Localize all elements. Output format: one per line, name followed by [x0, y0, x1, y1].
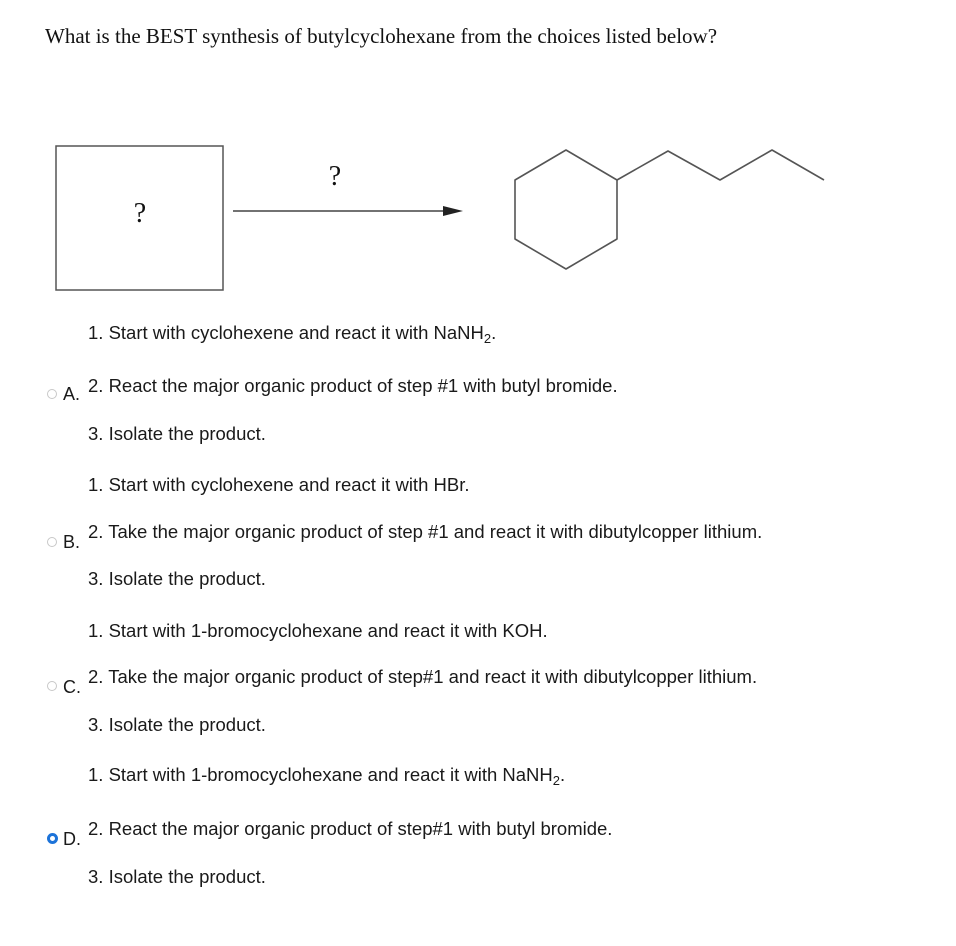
- starting-material-label: ?: [133, 198, 147, 229]
- option-d-step-1: 1. Start with 1-bromocyclohexane and react it with NaNH$_2$.: [88, 764, 566, 788]
- option-b-radio[interactable]: [47, 537, 57, 547]
- option-a-step-3: 3. Isolate the product.: [88, 423, 266, 444]
- question-text: What is the BEST synthesis of butylcyclohexane from the choices listed below?: [45, 24, 718, 48]
- option-a-letter: A.: [63, 384, 81, 404]
- option-c-radio[interactable]: [47, 681, 57, 691]
- butyl-chain: [617, 150, 824, 180]
- option-d-step-3: 3. Isolate the product.: [88, 866, 266, 887]
- option-d-radio[interactable]: [47, 833, 58, 844]
- option-c-step-1: 1. Start with 1-bromocyclohexane and react it with KOH.: [88, 620, 548, 641]
- option-d-letter: D.: [63, 829, 81, 849]
- butylcyclohexane-structure: [515, 150, 824, 269]
- option-c-letter: C.: [63, 677, 81, 697]
- option-a-step-2: 2. React the major organic product of step #1 with butyl bromide.: [88, 375, 618, 396]
- option-b-step-1: 1. Start with cyclohexene and react it with HBr.: [88, 474, 470, 495]
- option-b-step-3: 3. Isolate the product.: [88, 568, 266, 589]
- cyclohexane-ring: [515, 150, 617, 269]
- option-b-letter: B.: [63, 532, 81, 552]
- reaction-diagram: [0, 0, 956, 320]
- reagent-label: ?: [328, 161, 342, 192]
- option-a-radio[interactable]: [47, 389, 57, 399]
- reaction-arrow: [233, 206, 463, 216]
- option-b-step-2: 2. Take the major organic product of step #1 and react it with dibutylcopper lithium.: [88, 521, 763, 542]
- option-d-step-2: 2. React the major organic product of step#1 with butyl bromide.: [88, 818, 613, 839]
- option-a-step-1: 1. Start with cyclohexene and react it with NaNH$_2$.: [88, 322, 497, 346]
- option-c-step-3: 3. Isolate the product.: [88, 714, 266, 735]
- option-c-step-2: 2. Take the major organic product of step#1 and react it with dibutylcopper lithium.: [88, 666, 758, 687]
